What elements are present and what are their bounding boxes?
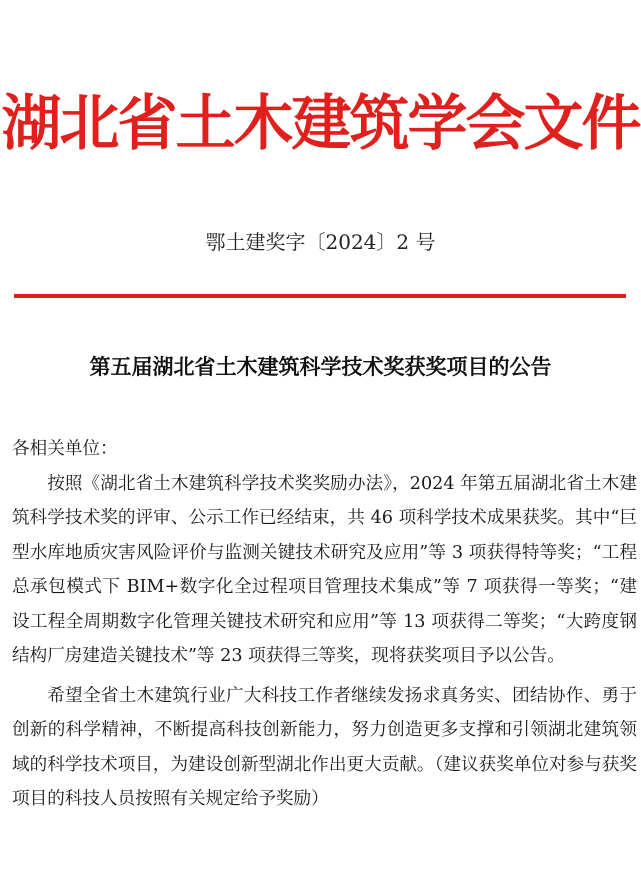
notice-body	[12, 432, 637, 817]
organization-masthead: 湖北省土木建筑学会文件	[1, 89, 640, 159]
red-divider-line	[14, 294, 626, 298]
salutation: 各相关单位：	[12, 439, 118, 459]
body-paragraph-1: 按照《湖北省土木建筑科学技术奖奖励办法》，2024 年第五届湖北省土木建筑科学技术奖的评审、公示工作已经结束，共 46 项科学技术成果获奖。其中“巨型水库地质灾害风险评价与监测关键技术研究及应用”等 3 项获得特等奖；“工程总承包模式下 BIM+数字化全过程项目管理技术集成”等 7 项获得一等奖；“建设工程全周期数字化管理关键技术研究和应用”等 13 项获得二等奖；“大跨度钢结构厂房建造关键技术”等 23 项获得三等奖，现将获奖项目予以公告。	[12, 473, 637, 666]
notice-title: 第五届湖北省土木建筑科学技术奖获奖项目的公告	[89, 355, 552, 379]
body-paragraph-2: 希望全省土木建筑行业广大科技工作者继续发扬求真务实、团结协作、勇于创新的科学精神，不断提高科技创新能力，努力创造更多支撑和引领湖北建筑领域的科学技术项目，为建设创新型湖北作出更大贡献。（建议获奖单位对参与获奖项目的科技人员按照有关规定给予奖励）	[12, 685, 637, 809]
document-number: 鄂土建奖字〔2024〕2 号	[205, 230, 436, 254]
